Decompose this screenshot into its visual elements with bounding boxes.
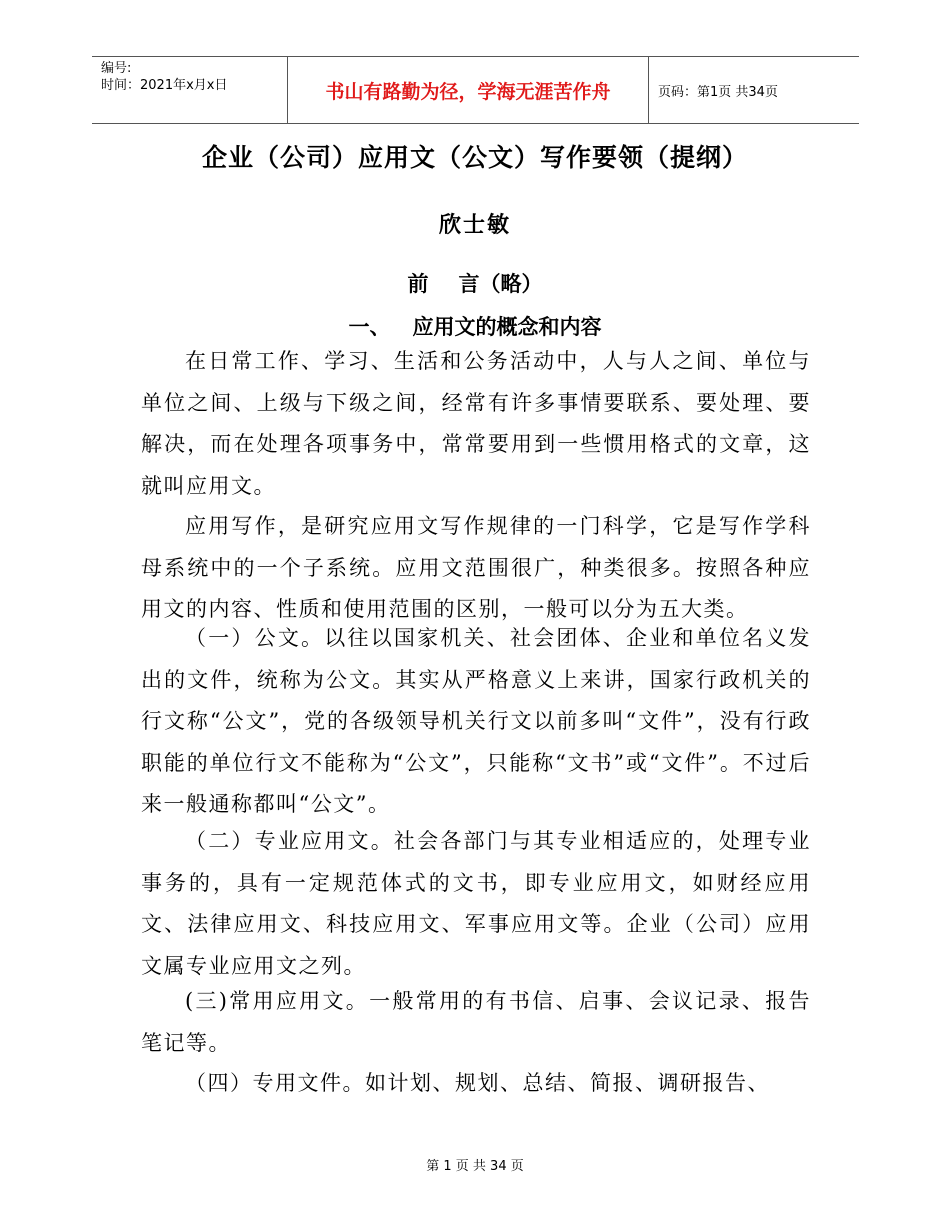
body-paragraph: 在日常工作、学习、生活和公务活动中，人与人之间、单位与单位之间、上级与下级之间，经常有许多事情要联系、要处理、要解决，而在处理各项事务中，常常要用到一些惯用格式的文章，这就叫应用文。 bbox=[141, 349, 811, 498]
section-heading-text: 应用文的概念和内容 bbox=[412, 314, 602, 339]
body-paragraph: （二）专业应用文。社会各部门与其专业相适应的，处理专业事务的，具有一定规范体式的文书，即专业应用文，如财经应用文、法律应用文、科技应用文、军事应用文等。企业（公司）应用文属专业应用文之列。 bbox=[141, 829, 811, 978]
header-meta bbox=[92, 57, 287, 123]
header-motto: 书山有路勤为径，学海无涯苦作舟 bbox=[287, 57, 649, 123]
body-paragraph: 应用写作，是研究应用文写作规律的一门科学，它是写作学科母系统中的一个子系统。应用文范围很广，种类很多。按照各种应用文的内容、性质和使用范围的区别，一般可以分为五大类。 bbox=[141, 514, 811, 621]
document-title: 企业（公司）应用文（公文）写作要领（提纲） bbox=[201, 143, 748, 172]
document-author: 欣士敏 bbox=[438, 212, 511, 238]
page-footer: 第 1 页 共 34 页 bbox=[426, 1159, 524, 1174]
page-header bbox=[92, 56, 859, 124]
section-heading bbox=[0, 311, 950, 341]
body-paragraph: （一）公文。以往以国家机关、社会团体、企业和单位名义发出的文件，统称为公文。其实从严格意义上来讲，国家行政机关的行文称“公文”，党的各级领导机关行文以前多叫“文件”，没有行政职能的单位行文不能称为“公文”，只能称“文书”或“文件”。不过后来一般通称都叫“公文”。 bbox=[141, 626, 811, 816]
preface-heading-right: 言（略） bbox=[458, 271, 543, 296]
document-number-label: 编号: bbox=[101, 61, 132, 76]
preface-heading bbox=[0, 268, 950, 298]
document-time-label: 时间：2021年x月x日 bbox=[101, 78, 228, 93]
preface-heading-left: 前 bbox=[407, 271, 429, 296]
header-page-info: 页码：第1页 共34页 bbox=[658, 84, 778, 100]
section-heading-number: 一、 bbox=[348, 314, 391, 339]
body-paragraph: (三)常用应用文。一般常用的有书信、启事、会议记录、报告笔记等。 bbox=[141, 989, 811, 1055]
body-paragraph: （四）专用文件。如计划、规划、总结、简报、调研报告、 bbox=[185, 1071, 770, 1095]
